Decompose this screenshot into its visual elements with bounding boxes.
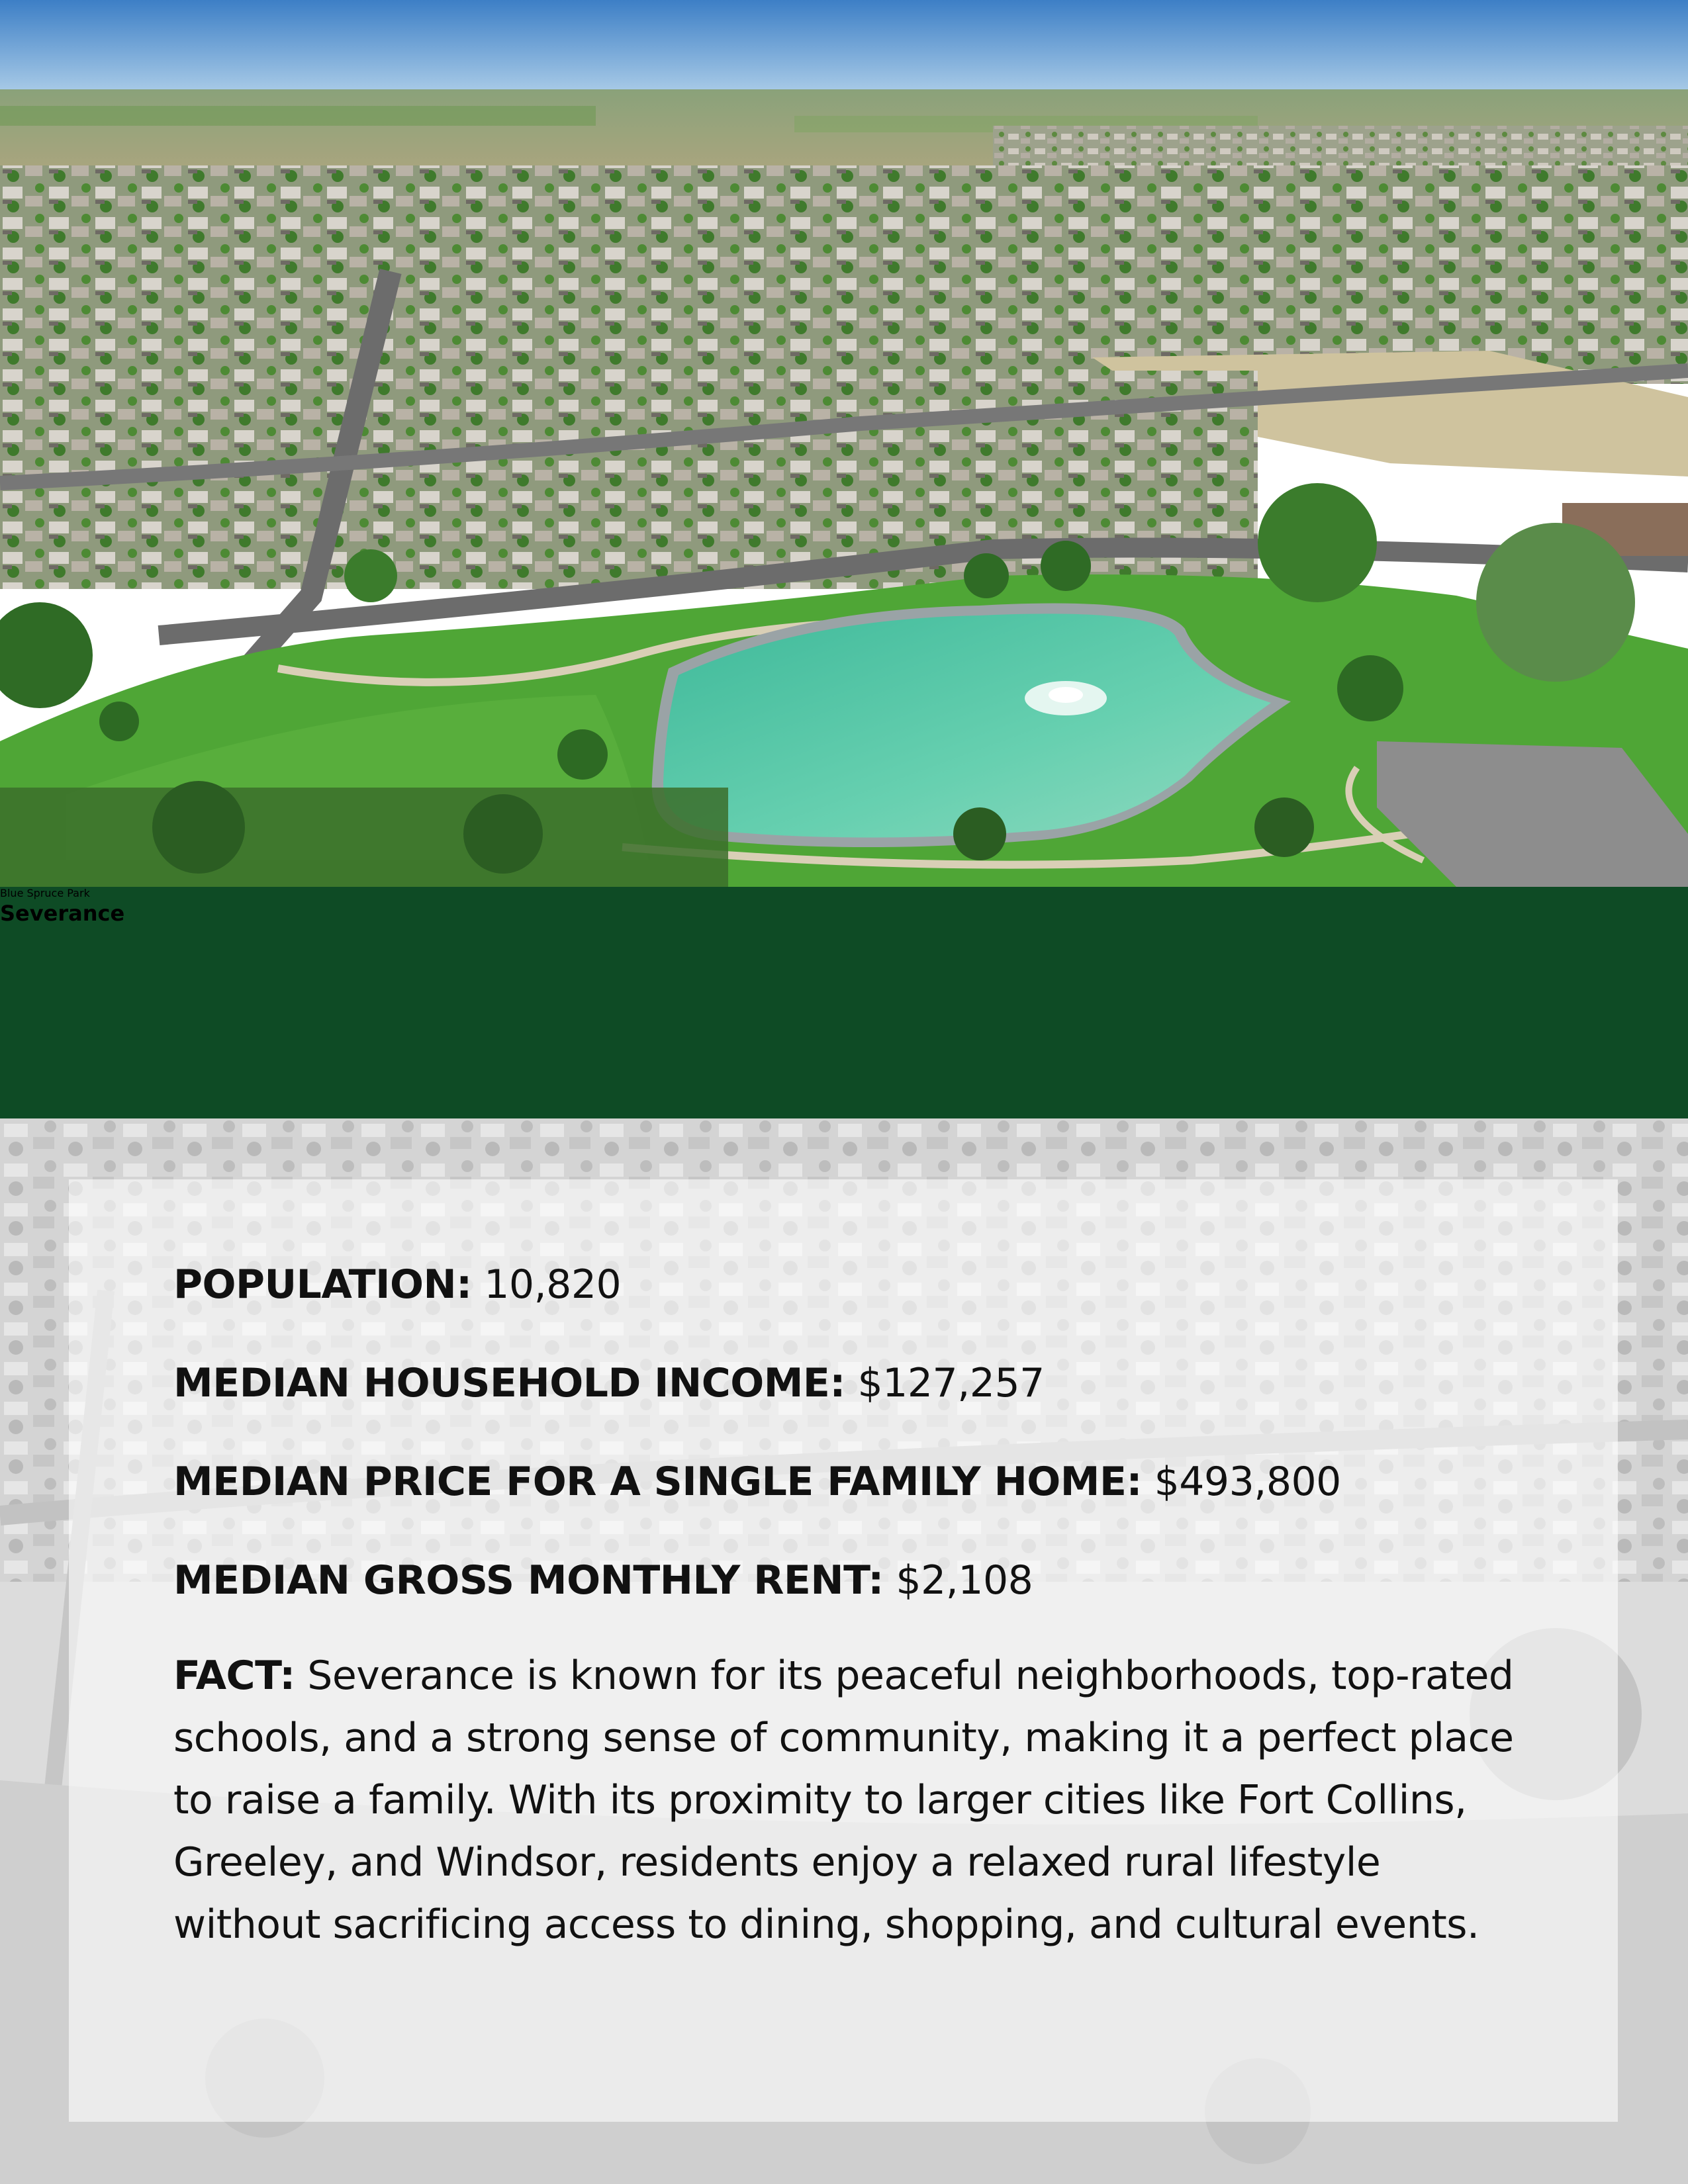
- population-label: POPULATION:: [173, 1261, 472, 1308]
- fact-text: Severance is known for its peaceful neighborhoods, top-rated schools, and a strong sense of community, making it a perfect place to raise a family. With its proximity to larger cities like Fort Collins, Greeley, and Windsor, residents enjoy a relaxed rural lifestyle without sacrificing access to dining, shopping, and cultural events.: [173, 1653, 1514, 1948]
- income-value: $127,257: [857, 1360, 1045, 1406]
- page-title: Severance: [0, 901, 125, 927]
- home-price-label: MEDIAN PRICE FOR A SINGLE FAMILY HOME:: [173, 1459, 1142, 1505]
- rent-label: MEDIAN GROSS MONTHLY RENT:: [173, 1557, 884, 1604]
- aerial-photo-illustration: [0, 0, 1688, 887]
- home-price-value: $493,800: [1154, 1459, 1341, 1505]
- population-value: 10,820: [484, 1261, 622, 1308]
- fact-paragraph: [173, 1645, 1530, 1956]
- rent-stat: [173, 1557, 1530, 1604]
- community-stats: [173, 1261, 1530, 1995]
- title-band: [0, 887, 1688, 1118]
- rent-value: $2,108: [896, 1557, 1033, 1604]
- income-label: MEDIAN HOUSEHOLD INCOME:: [173, 1360, 845, 1406]
- income-stat: [173, 1359, 1530, 1407]
- home-price-stat: [173, 1458, 1530, 1506]
- photo-caption: Blue Spruce Park: [0, 887, 90, 899]
- hero-aerial-photo: [0, 0, 1688, 887]
- fact-label: FACT:: [173, 1653, 295, 1699]
- population-stat: [173, 1261, 1530, 1308]
